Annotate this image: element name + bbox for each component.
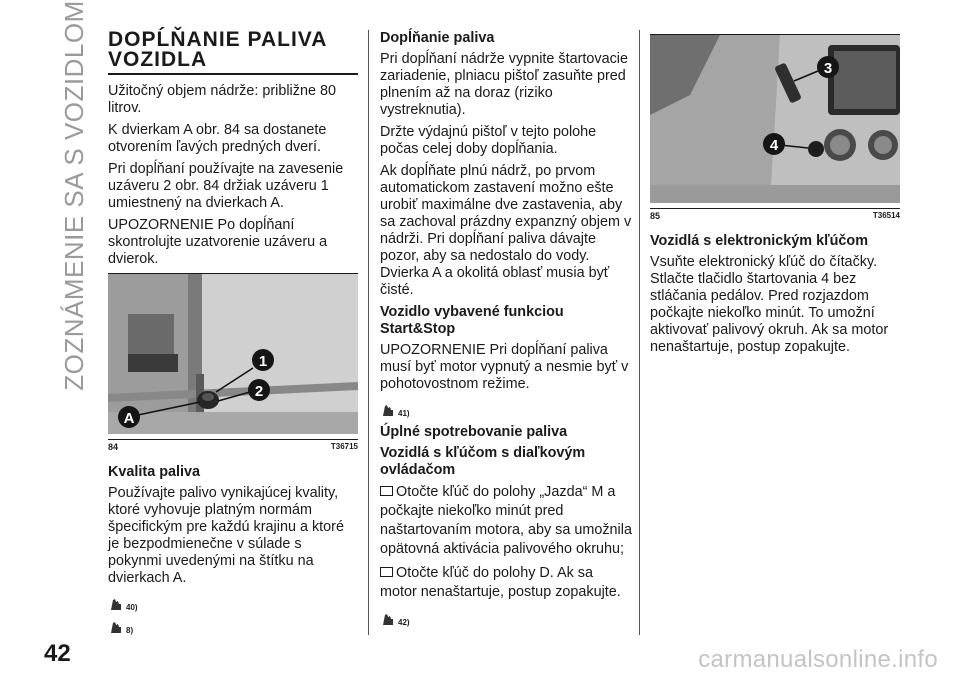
bullet-key-d: Otočte kľúč do polohy D. Ak sa motor nenaštartuje, postup zopakujte.: [380, 565, 621, 600]
figure-number: 85: [650, 211, 661, 221]
paragraph-electronic-key: Vsuňte elektronický kľúč do čítačky. Stlačte tlačidlo štartovania 4 bez stláčania pedálov. Pred rozjazdom počkajte niekoľko minút. To umožní aktivovať palivový okruh. Ak sa motor nenaštartuje, postup zopakujte.: [650, 254, 889, 355]
figure-84: [108, 273, 358, 452]
paragraph-start-stop: UPOZORNENIE Pri dopĺňaní paliva musí byť motor vypnutý a nesmie byť v pohotovostnom režime.: [380, 342, 629, 392]
side-section-title: ZOZNÁMENIE SA S VOZIDLOM: [58, 0, 89, 391]
figure-number: 84: [108, 442, 119, 452]
warning-ref: 8): [108, 615, 358, 635]
fuel-flap-illustration: [108, 274, 358, 434]
figure-caption: [108, 440, 358, 452]
callout-2: 2: [254, 383, 264, 400]
heading-remote-key: Vozidlá s kľúčom s diaľkovým ovládačom: [380, 445, 586, 478]
warning-hand-icon: [380, 402, 396, 418]
figure-85: [650, 34, 900, 221]
heading-rule: [108, 73, 358, 75]
warning-ref: 41): [380, 398, 632, 418]
bullet-key-run: Otočte kľúč do polohy „Jazda“ M a počkajte niekoľko minút pred naštartovaním motora, aby sa umožnila opätovná aktivácia palivového okruhu;: [380, 484, 632, 557]
warning-hand-icon: [380, 611, 396, 627]
warning-ref: 42): [380, 607, 632, 627]
column-3: [650, 30, 900, 361]
warning-ref: 40): [108, 592, 358, 612]
paragraph-fuel-quality: Používajte palivo vynikajúcej kvality, ktoré vyhovuje platným normám špecifickým pre každú krajinu a ktoré je bezpodmienečne v súlade s pokynmi uvedenými na štítku na dvierkach A.: [108, 485, 344, 586]
heading-start-stop: Vozidlo vybavené funkciou Start&Stop: [380, 304, 564, 337]
section-heading: DOPĹŇANIE PALIVA VOZIDLA: [108, 28, 328, 71]
callout-4: 4: [769, 137, 779, 154]
figure-code: T36715: [330, 442, 358, 451]
callout-A: A: [123, 410, 135, 427]
warning-hand-icon: [108, 596, 124, 612]
column-divider-1: [368, 30, 369, 635]
column-1: [108, 30, 358, 638]
paragraph-refuel-3: Ak dopĺňate plnú nádrž, po prvom automatickom zastavení možno ešte urobiť maximálne dve zastavenia, aby sa zachoval prázdny expanzný objem v nádrži. Pri dopĺňaní paliva dávajte pozor, aby sa nedostalo do vody. Dvierka A a okolitá oblasť musia byť čisté.: [380, 163, 632, 298]
heading-refueling: Dopĺňanie paliva: [380, 30, 495, 46]
paragraph-capacity: Užitočný objem nádrže: približne 80 litrov.: [108, 83, 336, 116]
paragraph-flap-access: K dvierkam A obr. 84 sa dostanete otvorením ľavých predných dverí.: [108, 122, 327, 155]
paragraph-refuel-1: Pri dopĺňaní nádrže vypnite štartovacie zariadenie, plniacu pištoľ zasuňte pred plnením až na doraz (riziko vystreknutia).: [380, 51, 628, 118]
heading-fuel-exhausted: Úplné spotrebovanie paliva: [380, 424, 568, 440]
caution-hand-icon: [108, 619, 124, 635]
column-2: [380, 30, 632, 630]
paragraph-refuel-2: Držte výdajnú pištoľ v tejto polohe počas celej doby dopĺňania.: [380, 124, 597, 157]
figure-code: T36514: [872, 211, 900, 220]
paragraph-cap-holder: Pri dopĺňaní používajte na zavesenie uzáveru 2 obr. 84 držiak uzáveru 1 umiestnený na dvierkach A.: [108, 161, 344, 211]
figure-caption: [650, 209, 900, 221]
heading-fuel-quality: Kvalita paliva: [108, 464, 200, 480]
paragraph-check-closure: UPOZORNENIE Po dopĺňaní skontrolujte uzatvorenie uzáveru a dvierok.: [108, 217, 328, 267]
callout-3: 3: [823, 60, 833, 77]
page-number: 42: [44, 640, 71, 667]
callout-1: 1: [258, 353, 268, 370]
column-divider-2: [639, 30, 640, 635]
bullet-box-icon: [380, 567, 393, 577]
heading-electronic-key: Vozidlá s elektronickým kľúčom: [650, 233, 869, 249]
watermark: carmanualsonline.info: [698, 646, 938, 673]
bullet-box-icon: [380, 486, 393, 496]
dashboard-illustration: [650, 35, 900, 203]
